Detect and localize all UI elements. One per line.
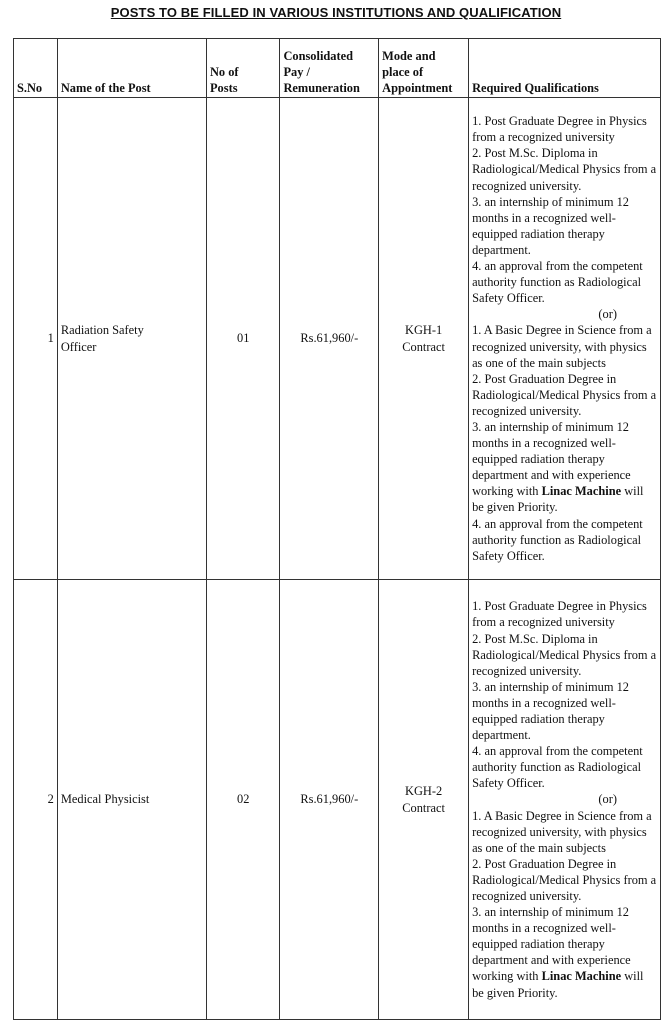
header-qualifications: Required Qualifications (469, 39, 661, 98)
row-no-of-posts: 01 (206, 98, 279, 580)
or-separator: (or) (598, 792, 617, 807)
qualification-item: 2. Post Graduation Degree in Radiological/Medical Physics from a recognized university. (472, 856, 657, 904)
qualification-item: 2. Post Graduation Degree in Radiological/Medical Physics from a recognized university. (472, 371, 657, 418)
qualification-item: 3. an internship of minimum 12 months in a recognized well-equipped radiation therapy department. (472, 679, 629, 743)
qualification-item: 4. an approval from the competent authority function as Radiological Safety Officer. (472, 516, 643, 563)
header-mode-line: Appointment (382, 80, 453, 95)
table-header-row (14, 39, 661, 98)
page-title: POSTS TO BE FILLED IN VARIOUS INSTITUTIONS AND QUALIFICATION (110, 5, 562, 20)
header-pay-line: Remuneration (283, 80, 360, 95)
header-no-of-posts (206, 39, 279, 98)
row-post-name (57, 98, 206, 580)
qualification-text: 3. an internship of minimum 12 months in a recognized well-equipped radiation therapy department and with experience working with (472, 419, 631, 499)
row-sno: 2 (14, 580, 58, 1020)
post-name-line: Officer (60, 339, 97, 354)
qualification-item: 1. A Basic Degree in Science from a recognized university, with physics as one of the main subjects (472, 323, 652, 370)
mode-line: KGH-2 (405, 784, 443, 799)
header-post-name: Name of the Post (57, 39, 206, 98)
header-no-of-posts-line: No of (209, 64, 239, 79)
posts-table (13, 38, 661, 1020)
qualification-item: 4. an approval from the competent authority function as Radiological Safety Officer. (472, 744, 643, 791)
header-sno: S.No (14, 39, 58, 98)
table-row (14, 98, 661, 580)
table-row (14, 580, 661, 1020)
qualification-item: 1. A Basic Degree in Science from a recognized university, with physics as one of the main subjects (472, 808, 652, 855)
mode-line: Contract (402, 800, 445, 815)
mode-line: KGH-1 (405, 323, 443, 338)
row-post-name (57, 580, 206, 1020)
qualification-text: will be given Priority. (472, 484, 644, 515)
post-name-line: Radiation Safety (60, 323, 144, 338)
header-no-of-posts-line: Posts (209, 80, 238, 95)
linac-machine-emphasis: Linac Machine (541, 484, 622, 499)
header-pay-line: Pay / (283, 64, 310, 79)
mode-line: Contract (402, 339, 445, 354)
row-qualifications (469, 580, 661, 1020)
qualification-item: 2. Post M.Sc. Diploma in Radiological/Medical Physics from a recognized university. (472, 631, 657, 678)
qualification-item: 3. an internship of minimum 12 months in a recognized well-equipped radiation therapy department. (472, 194, 629, 257)
row-mode (379, 98, 469, 580)
row-mode (379, 580, 469, 1020)
header-pay (280, 39, 379, 98)
header-mode-line: Mode and (382, 48, 436, 63)
header-mode-line: place of (382, 64, 424, 79)
qualification-item: 1. Post Graduate Degree in Physics from a recognized university (472, 599, 647, 630)
linac-machine-emphasis: Linac Machine (541, 969, 622, 984)
post-name-line: Medical Physicist (60, 792, 150, 807)
or-separator: (or) (598, 307, 617, 322)
qualification-text: will be given Priority. (472, 969, 644, 1000)
row-pay: Rs.61,960/- (280, 98, 379, 580)
qualification-item (472, 419, 657, 516)
qualification-item: 2. Post M.Sc. Diploma in Radiological/Medical Physics from a recognized university. (472, 146, 657, 193)
qualification-text: 3. an internship of minimum 12 months in a recognized well-equipped radiation therapy department and with experience working with (472, 905, 631, 984)
header-mode (379, 39, 469, 98)
qualification-item (472, 904, 657, 1001)
row-qualifications (469, 98, 661, 580)
row-pay: Rs.61,960/- (280, 580, 379, 1020)
row-sno: 1 (14, 98, 58, 580)
header-pay-line: Consolidated (283, 48, 353, 63)
row-no-of-posts: 02 (206, 580, 279, 1020)
qualification-item: 1. Post Graduate Degree in Physics from a recognized university (472, 114, 647, 145)
qualification-item: 4. an approval from the competent authority function as Radiological Safety Officer. (472, 259, 643, 306)
